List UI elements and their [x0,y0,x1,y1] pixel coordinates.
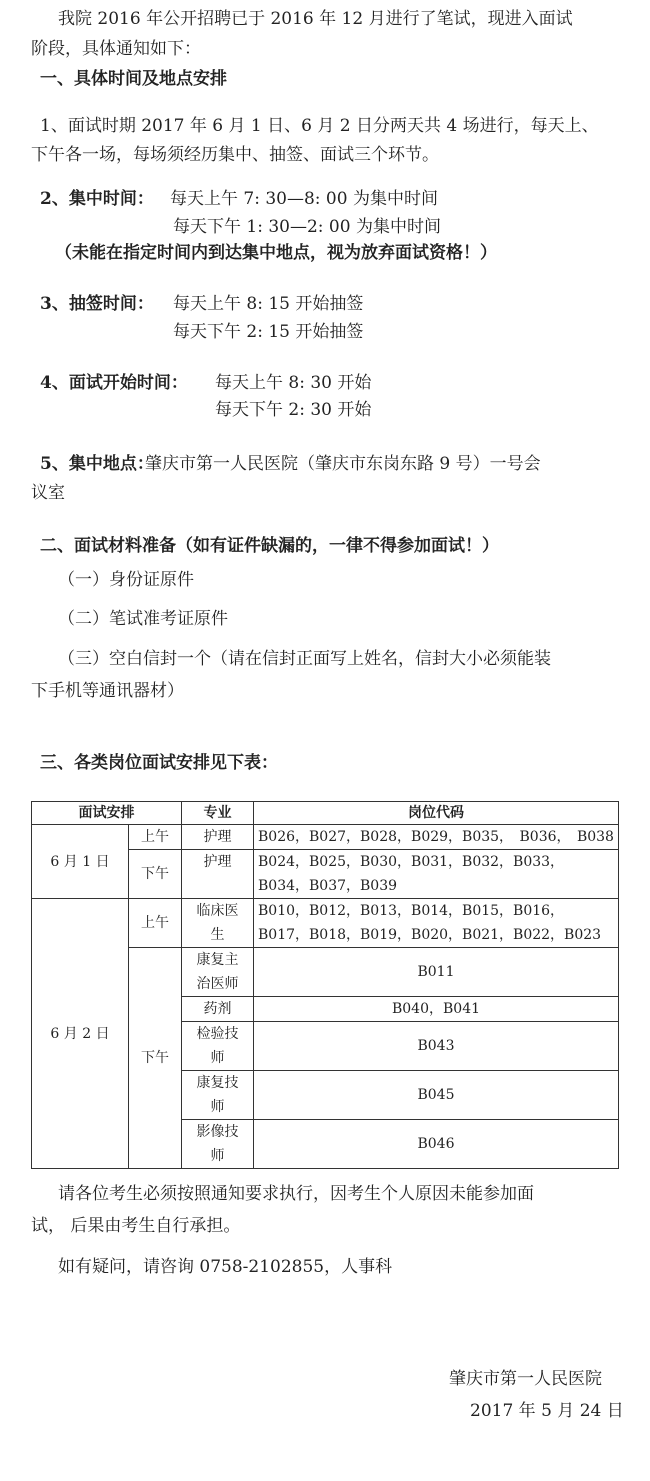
major-cell: 康复主治医师 [182,948,254,997]
header-major: 专业 [182,802,254,825]
item5-text-2: 议室 [31,483,65,503]
material-1: （一）身份证原件 [58,570,194,590]
interview-schedule-table [31,801,619,1169]
item3-am: 每天上午 8: 15 开始抽签 [173,294,364,314]
session-pm-cell: 下午 [129,850,182,899]
material-2: （二）笔试准考证原件 [58,609,228,629]
table-row [32,825,619,850]
item4-am: 每天上午 8: 30 开始 [215,373,372,393]
session-pm-cell: 下午 [129,948,182,1169]
contact-line: 如有疑问，请咨询 0758-2102855，人事科 [58,1257,393,1277]
item1-line-1: 1、面试时期 2017 年 6 月 1 日、6 月 2 日分两天共 4 场进行，每天上、 [40,116,599,136]
header-codes: 岗位代码 [254,802,619,825]
item5-label: 5、集中地点： [40,454,154,474]
day1-cell: 6 月 1 日 [32,825,129,899]
item2-am: 每天上午 7: 30—8: 00 为集中时间 [170,189,438,209]
material-3: （三）空白信封一个（请在信封正面写上姓名，信封大小必须能装 [58,649,551,669]
major-cell: 影像技师 [182,1120,254,1169]
header-schedule: 面试安排 [32,802,182,825]
major-cell: 护理 [182,825,254,850]
section1-title: 一、具体时间及地点安排 [40,69,227,89]
codes-cell: B026，B027，B028，B029，B035， B036， B038 [254,825,619,850]
material-3-cont: 下手机等通讯器材） [31,681,184,701]
session-am-cell: 上午 [129,899,182,948]
major-cell: 护理 [182,850,254,899]
codes-cell: B046 [254,1120,619,1169]
codes-cell: B045 [254,1071,619,1120]
table-header-row [32,802,619,825]
major-cell: 药剂 [182,997,254,1022]
item4-pm: 每天下午 2: 30 开始 [215,400,372,420]
signature: 肇庆市第一人民医院 [449,1369,602,1389]
date: 2017 年 5 月 24 日 [470,1401,624,1421]
closing-line-2: 试， 后果由考生自行承担。 [31,1216,241,1236]
codes-cell: B010，B012，B013，B014，B015，B016，B017，B018，B019，B020，B021，B022，B023 [254,899,619,948]
intro-line-1: 我院 2016 年公开招聘已于 2016 年 12 月进行了笔试，现进入面试 [58,9,573,29]
item2-warning: （未能在指定时间内到达集中地点，视为放弃面试资格！） [55,243,497,263]
intro-line-2: 阶段，具体通知如下： [31,39,201,59]
major-cell: 康复技师 [182,1071,254,1120]
codes-cell: B011 [254,948,619,997]
section2-title: 二、面试材料准备（如有证件缺漏的，一律不得参加面试！） [40,536,499,556]
codes-cell: B024，B025，B030，B031，B032，B033，B034，B037，B039 [254,850,619,899]
major-cell: 临床医生 [182,899,254,948]
item5-text: 肇庆市第一人民医院（肇庆市东岗东路 9 号）一号会 [145,454,541,474]
closing-line-1: 请各位考生必须按照通知要求执行，因考生个人原因未能参加面 [58,1184,534,1204]
codes-cell: B043 [254,1022,619,1071]
item3-pm: 每天下午 2: 15 开始抽签 [173,322,364,342]
major-cell: 检验技师 [182,1022,254,1071]
item2-pm: 每天下午 1: 30—2: 00 为集中时间 [173,217,441,237]
item3-label: 3、抽签时间： [40,294,154,314]
table-row [32,899,619,948]
section3-title: 三、各类岗位面试安排见下表： [40,753,278,773]
day2-cell: 6 月 2 日 [32,899,129,1169]
item1-line-2: 下午各一场，每场须经历集中、抽签、面试三个环节。 [31,145,439,165]
codes-cell: B040，B041 [254,997,619,1022]
item4-label: 4、面试开始时间： [40,373,188,393]
session-am-cell: 上午 [129,825,182,850]
item2-label: 2、集中时间： [40,189,154,209]
